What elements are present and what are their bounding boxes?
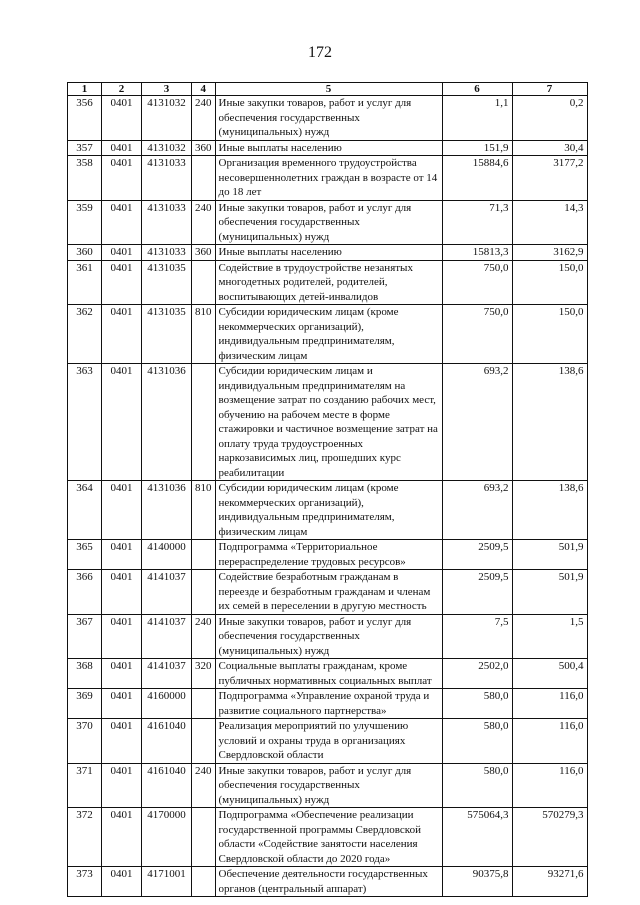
amount-col-6: 750,0 [442, 305, 512, 364]
row-number: 356 [68, 96, 102, 141]
target-code: 4131033 [142, 156, 192, 201]
row-number: 373 [68, 867, 102, 897]
row-description: Иные выплаты населению [215, 140, 442, 156]
row-number: 370 [68, 719, 102, 764]
table-row [68, 260, 588, 305]
table-row [68, 570, 588, 615]
section-code: 0401 [102, 689, 142, 719]
section-code: 0401 [102, 540, 142, 570]
expense-type-code: 240 [192, 763, 216, 808]
target-code: 4161040 [142, 763, 192, 808]
table-row [68, 481, 588, 540]
expense-type-code: 810 [192, 481, 216, 540]
amount-col-7: 501,9 [512, 540, 587, 570]
section-code: 0401 [102, 719, 142, 764]
row-number: 368 [68, 659, 102, 689]
section-code: 0401 [102, 140, 142, 156]
expense-type-code [192, 867, 216, 897]
row-number: 359 [68, 200, 102, 245]
section-code: 0401 [102, 364, 142, 481]
amount-col-7: 3162,9 [512, 245, 587, 261]
expense-type-code: 810 [192, 305, 216, 364]
target-code: 4141037 [142, 570, 192, 615]
row-number: 369 [68, 689, 102, 719]
row-number: 358 [68, 156, 102, 201]
target-code: 4171001 [142, 867, 192, 897]
amount-col-7: 500,4 [512, 659, 587, 689]
target-code: 4131035 [142, 305, 192, 364]
expense-type-code: 360 [192, 245, 216, 261]
amount-col-7: 138,6 [512, 364, 587, 481]
table-header-row [68, 83, 588, 96]
section-code: 0401 [102, 867, 142, 897]
table-row [68, 763, 588, 808]
row-description: Содействие в трудоустройстве незанятых многодетных родителей, родителей, воспитывающих детей-инвалидов [215, 260, 442, 305]
table-row [68, 719, 588, 764]
table-row [68, 245, 588, 261]
amount-col-6: 1,1 [442, 96, 512, 141]
target-code: 4160000 [142, 689, 192, 719]
table-row [68, 364, 588, 481]
row-description: Иные закупки товаров, работ и услуг для обеспечения государственных (муниципальных) нужд [215, 763, 442, 808]
header-col-1: 1 [68, 83, 102, 96]
expense-type-code [192, 364, 216, 481]
expense-type-code [192, 689, 216, 719]
header-col-2: 2 [102, 83, 142, 96]
expense-type-code [192, 719, 216, 764]
header-col-6: 6 [442, 83, 512, 96]
amount-col-7: 150,0 [512, 305, 587, 364]
target-code: 4170000 [142, 808, 192, 867]
budget-table [67, 82, 588, 897]
amount-col-6: 580,0 [442, 719, 512, 764]
table-row [68, 156, 588, 201]
expense-type-code [192, 260, 216, 305]
row-number: 367 [68, 614, 102, 659]
table-row [68, 659, 588, 689]
table-row [68, 540, 588, 570]
row-number: 372 [68, 808, 102, 867]
row-number: 363 [68, 364, 102, 481]
amount-col-6: 7,5 [442, 614, 512, 659]
row-description: Содействие безработным гражданам в переезде и безработным гражданам и членам их семей в переселении в другую местность [215, 570, 442, 615]
amount-col-7: 30,4 [512, 140, 587, 156]
amount-col-6: 151,9 [442, 140, 512, 156]
amount-col-6: 693,2 [442, 364, 512, 481]
expense-type-code: 360 [192, 140, 216, 156]
amount-col-6: 580,0 [442, 689, 512, 719]
section-code: 0401 [102, 614, 142, 659]
amount-col-7: 138,6 [512, 481, 587, 540]
target-code: 4131036 [142, 481, 192, 540]
section-code: 0401 [102, 260, 142, 305]
row-description: Субсидии юридическим лицам (кроме некоммерческих организаций), индивидуальным предпринимателям, физическим лицам [215, 481, 442, 540]
section-code: 0401 [102, 305, 142, 364]
header-col-4: 4 [192, 83, 216, 96]
amount-col-7: 150,0 [512, 260, 587, 305]
amount-col-6: 2509,5 [442, 540, 512, 570]
amount-col-6: 580,0 [442, 763, 512, 808]
table-row [68, 96, 588, 141]
page-number: 172 [308, 44, 332, 61]
amount-col-7: 116,0 [512, 719, 587, 764]
row-number: 357 [68, 140, 102, 156]
table-row [68, 200, 588, 245]
header-col-7: 7 [512, 83, 587, 96]
table-row [68, 614, 588, 659]
section-code: 0401 [102, 808, 142, 867]
amount-col-6: 693,2 [442, 481, 512, 540]
row-number: 371 [68, 763, 102, 808]
target-code: 4161040 [142, 719, 192, 764]
table-row [68, 689, 588, 719]
row-description: Иные закупки товаров, работ и услуг для обеспечения государственных (муниципальных) нужд [215, 96, 442, 141]
row-number: 361 [68, 260, 102, 305]
expense-type-code: 240 [192, 200, 216, 245]
expense-type-code: 240 [192, 96, 216, 141]
amount-col-7: 93271,6 [512, 867, 587, 897]
amount-col-7: 0,2 [512, 96, 587, 141]
table-row [68, 808, 588, 867]
section-code: 0401 [102, 156, 142, 201]
row-description: Подпрограмма «Обеспечение реализации государственной программы Свердловской области «Содействие занятости населения Свердловской области до 2020 года» [215, 808, 442, 867]
expense-type-code [192, 808, 216, 867]
section-code: 0401 [102, 659, 142, 689]
row-description: Субсидии юридическим лицам (кроме некоммерческих организаций), индивидуальным предпринимателям, физическим лицам [215, 305, 442, 364]
row-description: Подпрограмма «Территориальное перераспределение трудовых ресурсов» [215, 540, 442, 570]
amount-col-7: 116,0 [512, 689, 587, 719]
row-number: 364 [68, 481, 102, 540]
section-code: 0401 [102, 570, 142, 615]
row-description: Социальные выплаты гражданам, кроме публичных нормативных социальных выплат [215, 659, 442, 689]
section-code: 0401 [102, 245, 142, 261]
row-description: Иные закупки товаров, работ и услуг для обеспечения государственных (муниципальных) нужд [215, 614, 442, 659]
row-number: 366 [68, 570, 102, 615]
amount-col-7: 570279,3 [512, 808, 587, 867]
row-description: Реализация мероприятий по улучшению условий и охраны труда в организациях Свердловской области [215, 719, 442, 764]
target-code: 4141037 [142, 659, 192, 689]
amount-col-6: 2509,5 [442, 570, 512, 615]
target-code: 4140000 [142, 540, 192, 570]
amount-col-6: 15813,3 [442, 245, 512, 261]
row-number: 362 [68, 305, 102, 364]
header-col-5: 5 [215, 83, 442, 96]
amount-col-7: 1,5 [512, 614, 587, 659]
header-col-3: 3 [142, 83, 192, 96]
expense-type-code [192, 156, 216, 201]
row-description: Обеспечение деятельности государственных органов (центральный аппарат) [215, 867, 442, 897]
amount-col-6: 90375,8 [442, 867, 512, 897]
amount-col-6: 750,0 [442, 260, 512, 305]
target-code: 4131032 [142, 96, 192, 141]
section-code: 0401 [102, 481, 142, 540]
amount-col-7: 116,0 [512, 763, 587, 808]
section-code: 0401 [102, 200, 142, 245]
amount-col-7: 3177,2 [512, 156, 587, 201]
section-code: 0401 [102, 96, 142, 141]
row-number: 365 [68, 540, 102, 570]
section-code: 0401 [102, 763, 142, 808]
expense-type-code [192, 540, 216, 570]
row-description: Субсидии юридическим лицам и индивидуальным предпринимателям на возмещение затрат по созданию рабочих мест, обучению на рабочем месте в форме стажировки и частичное возмещение затрат на оплату труда трудоустроенных наркозависимых лиц, прошедших курс реабилитации [215, 364, 442, 481]
expense-type-code: 320 [192, 659, 216, 689]
table-row [68, 140, 588, 156]
amount-col-6: 71,3 [442, 200, 512, 245]
expense-type-code [192, 570, 216, 615]
target-code: 4131035 [142, 260, 192, 305]
target-code: 4131033 [142, 245, 192, 261]
target-code: 4131036 [142, 364, 192, 481]
table-row [68, 305, 588, 364]
row-description: Иные выплаты населению [215, 245, 442, 261]
target-code: 4141037 [142, 614, 192, 659]
row-number: 360 [68, 245, 102, 261]
amount-col-6: 2502,0 [442, 659, 512, 689]
expense-type-code: 240 [192, 614, 216, 659]
row-description: Подпрограмма «Управление охраной труда и развитие социального партнерства» [215, 689, 442, 719]
amount-col-6: 575064,3 [442, 808, 512, 867]
amount-col-7: 14,3 [512, 200, 587, 245]
target-code: 4131032 [142, 140, 192, 156]
row-description: Иные закупки товаров, работ и услуг для обеспечения государственных (муниципальных) нужд [215, 200, 442, 245]
amount-col-7: 501,9 [512, 570, 587, 615]
amount-col-6: 15884,6 [442, 156, 512, 201]
target-code: 4131033 [142, 200, 192, 245]
table-row [68, 867, 588, 897]
row-description: Организация временного трудоустройства несовершеннолетних граждан в возрасте от 14 до 18 лет [215, 156, 442, 201]
